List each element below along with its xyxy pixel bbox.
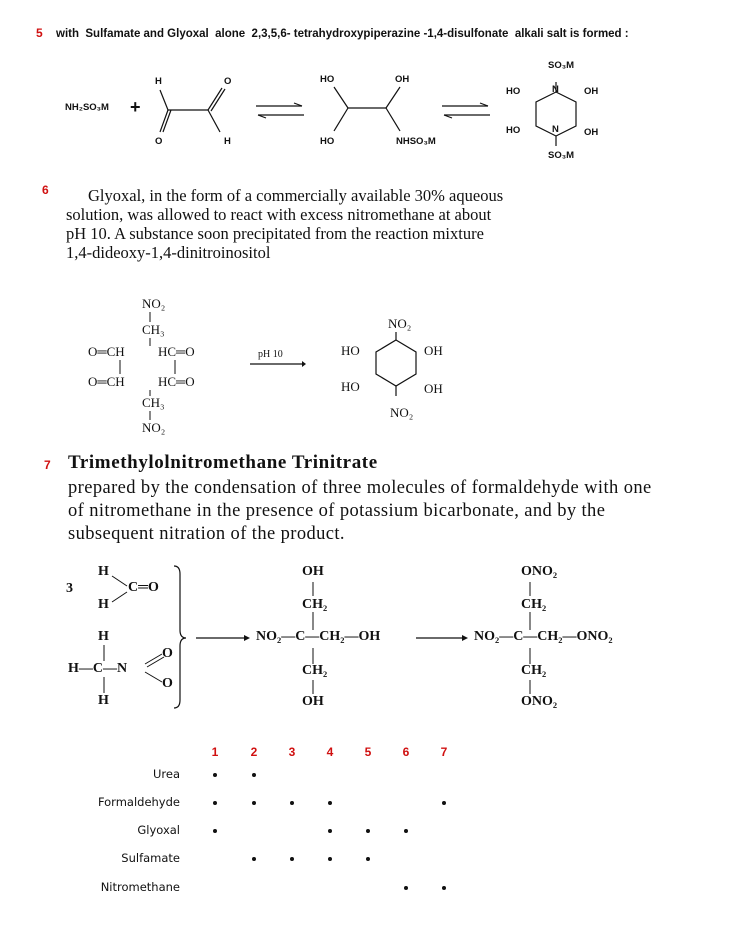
s7-m-ch2-bot: CH₂: [302, 663, 328, 678]
s7-p-ch2-bot: CH₂: [521, 663, 547, 678]
table-mark-dot: [404, 886, 408, 890]
s7-h1: H: [98, 564, 109, 579]
table-mark-dot: [366, 829, 370, 833]
table-mark-dot: [213, 773, 217, 777]
s6-p-ho1: HO: [341, 343, 360, 358]
s7-p-ono2-bot: ONO₂: [521, 694, 558, 709]
intermediate-nh: NHSO₃M: [396, 136, 436, 147]
table-mark-dot: [290, 857, 294, 861]
s6-ch3-bot: CH₃: [142, 395, 165, 410]
s7-m-ch2-top: CH₂: [302, 597, 328, 612]
s6-no2-top: NO₂: [142, 296, 166, 311]
table-mark-dot: [252, 857, 256, 861]
s7-m-oh-bot: OH: [302, 694, 324, 709]
intermediate-ho2: HO: [320, 136, 335, 147]
product-ho-ul: HO: [506, 86, 521, 97]
table-mark-dot: [213, 829, 217, 833]
section-6-number: 6: [42, 183, 49, 197]
s7-o1: O: [162, 646, 173, 661]
section-6-text: Glyoxal, in the form of a commercially available 30% aqueous solution, was allowed to react with excess nitromethane at about pH 10. A substance soon precipitated from the reaction mixture 1,4-dideoxy-1,4-dinitroinositol: [66, 186, 504, 262]
table-column-header: 6: [402, 745, 410, 759]
s7-m-oh-top: OH: [302, 564, 324, 579]
s6-p-ho2: HO: [341, 379, 360, 394]
table-row-label: Formaldehyde: [97, 795, 180, 809]
product-so3m-bot: SO₃M: [548, 150, 575, 161]
s6-och2: O═CH: [88, 374, 125, 389]
s6-no2-bot: NO₂: [142, 420, 166, 435]
table-mark-dot: [252, 773, 256, 777]
s6-p-no2-bot: NO₂: [390, 405, 414, 420]
table-column-header: 5: [364, 745, 372, 759]
s7-h3: H: [98, 629, 109, 644]
table-mark-dot: [328, 801, 332, 805]
s7-h4: H: [98, 693, 109, 708]
table-mark-dot: [328, 829, 332, 833]
section-7-text: prepared by the condensation of three molecules of formaldehyde with one of nitromethane in the presence of potassium bicarbonate, and by the subsequent nitration of the product.: [68, 478, 652, 544]
intermediate-ho1: HO: [320, 74, 335, 85]
table-mark-dot: [442, 801, 446, 805]
table-row-label: Nitromethane: [100, 880, 180, 894]
table-column-header: 1: [211, 745, 219, 759]
table-mark-dot: [328, 857, 332, 861]
s7-p-ono2-top: ONO₂: [521, 564, 558, 579]
table-mark-dot: [366, 857, 370, 861]
table-mark-dot: [404, 829, 408, 833]
glyoxal-h1: H: [155, 76, 162, 87]
s7-h2: H: [98, 597, 109, 612]
table-mark-dot: [290, 801, 294, 805]
section-5-text: with Sulfamate and Glyoxal alone 2,3,5,6- tetrahydroxypiperazine -1,4-disulfonate alkali salt is formed :: [56, 28, 629, 40]
table-column-header: 4: [326, 745, 334, 759]
s7-co: C═O: [128, 580, 159, 595]
glyoxal-o1: O: [224, 76, 232, 87]
table-row-label: Urea: [152, 767, 180, 781]
section-5-number: 5: [36, 26, 43, 40]
s6-hco2: HC═O: [158, 374, 195, 389]
s7-three: 3: [66, 581, 73, 596]
glyoxal-h2: H: [224, 136, 231, 147]
s6-p-oh1: OH: [424, 343, 443, 358]
section-7-title: Trimethylolnitromethane Trinitrate: [68, 452, 378, 473]
table-row-label: Glyoxal: [137, 823, 180, 837]
s6-och1: O═CH: [88, 344, 125, 359]
s7-p-main: NO₂—C—CH₂—ONO₂: [474, 629, 613, 644]
intermediate-oh: OH: [395, 74, 410, 85]
product-ho-ll: HO: [506, 125, 521, 136]
table-row-label: Sulfamate: [121, 851, 180, 865]
section-7-number: 7: [44, 458, 51, 472]
glyoxal-o2: O: [155, 136, 163, 147]
s6-arrow-label: pH 10: [258, 349, 283, 360]
s7-hcn: H—C—N: [68, 661, 128, 676]
product-n-top: N: [552, 84, 559, 95]
s6-p-no2-top: NO₂: [388, 316, 412, 331]
s6-p-oh2: OH: [424, 381, 443, 396]
s6-ch3-top: CH₃: [142, 322, 165, 337]
sulfamate-formula: NH₂SO₃M: [65, 102, 109, 113]
product-n-bot: N: [552, 124, 559, 135]
table-column-header: 7: [440, 745, 448, 759]
s7-m-main: NO₂—C—CH₂—OH: [256, 629, 381, 644]
table-mark-dot: [213, 801, 217, 805]
table-column-header: 2: [250, 745, 258, 759]
product-so3m-top: SO₃M: [548, 60, 575, 71]
s7-p-ch2-top: CH₂: [521, 597, 547, 612]
plus-sign: +: [130, 97, 141, 117]
table-column-header: 3: [288, 745, 296, 759]
table-mark-dot: [252, 801, 256, 805]
product-oh-lr: OH: [584, 127, 599, 138]
table-mark-dot: [442, 886, 446, 890]
s7-o2: O: [162, 676, 173, 691]
s6-hco1: HC═O: [158, 344, 195, 359]
product-oh-ur: OH: [584, 86, 599, 97]
